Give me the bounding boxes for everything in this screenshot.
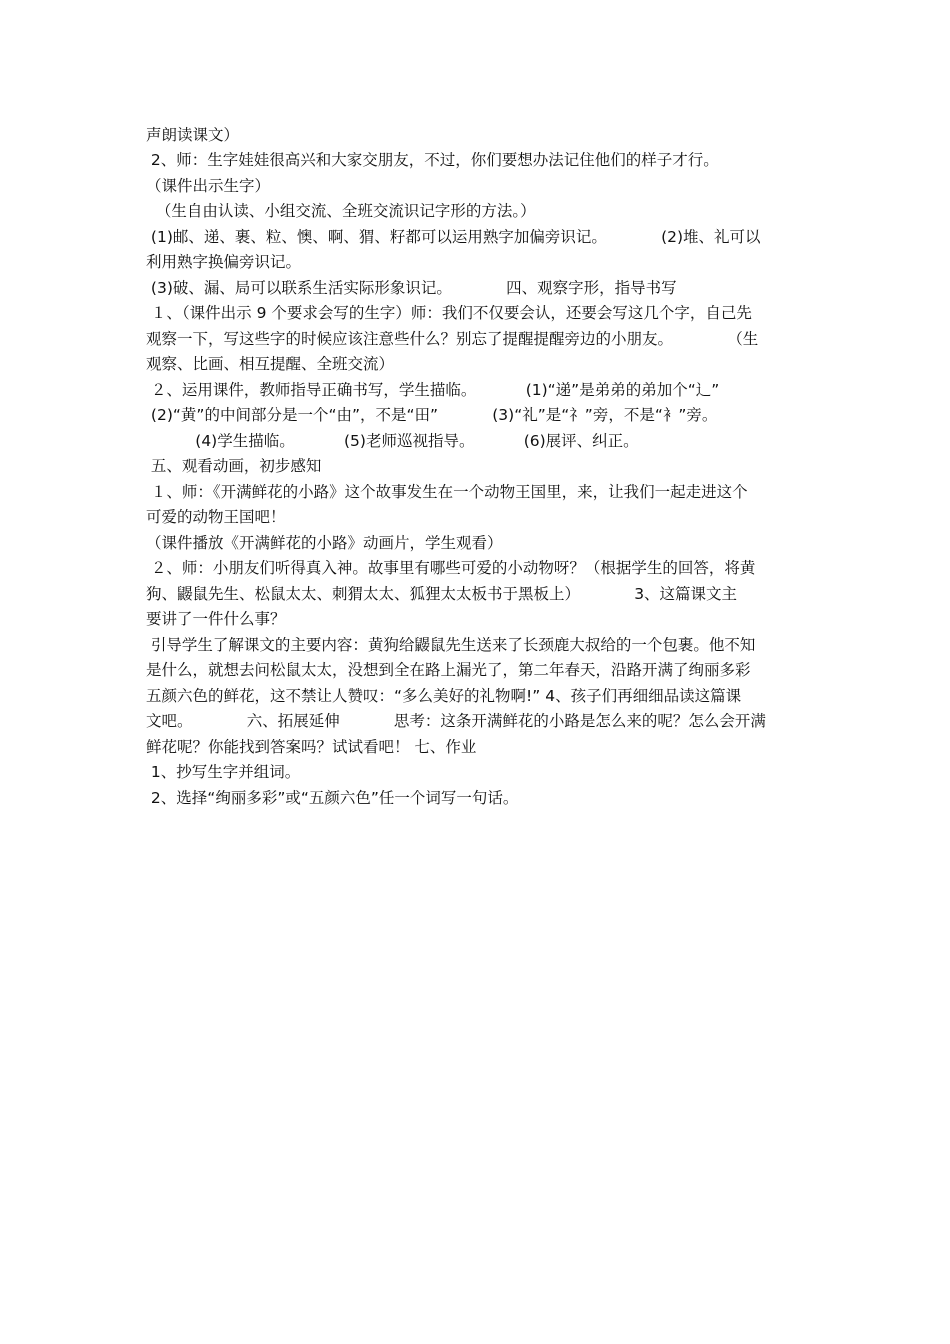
text-line: 文吧。 六、拓展延伸 思考：这条开满鲜花的小路是怎么来的呢？怎么会开满 — [146, 712, 766, 730]
text-line: 可爱的动物王国吧！ — [146, 508, 286, 526]
text-line: 观察一下，写这些字的时候应该注意些什么？别忘了提醒提醒旁边的小朋友。 （生 — [146, 330, 759, 348]
text-line: （课件出示生字） — [146, 177, 271, 195]
text-line: 观察、比画、相互提醒、全班交流） — [146, 355, 395, 373]
text-line: 声朗读课文） — [146, 126, 240, 144]
text-line: 狗、鼹鼠先生、松鼠太太、刺猬太太、狐狸太太板书于黑板上） 3、这篇课文主 — [146, 585, 738, 603]
text-line: 引导学生了解课文的主要内容：黄狗给鼹鼠先生送来了长颈鹿大叔给的一个包裹。他不知 — [146, 636, 756, 654]
text-line: 利用熟字换偏旁识记。 — [146, 253, 302, 271]
text-line: 鲜花呢？你能找到答案吗？试试看吧！ 七、作业 — [146, 738, 477, 756]
text-line: 1、抄写生字并组词。 — [146, 763, 301, 781]
text-line: ２、运用课件，教师指导正确书写，学生描临。 (1)“递”是弟弟的弟加个“辶” — [146, 381, 720, 399]
text-line: (4)学生描临。 (5)老师巡视指导。 (6)展评、纠正。 — [146, 432, 639, 450]
text-line: 五、观看动画，初步感知 — [146, 457, 322, 475]
text-line: 是什么，就想去问松鼠太太，没想到全在路上漏光了，第二年春天，沿路开满了绚丽多彩 — [146, 661, 751, 679]
text-line: ２、师：小朋友们听得真入神。故事里有哪些可爱的小动物呀？（根据学生的回答，将黄 — [146, 559, 756, 577]
text-line: １、（课件出示 9 个要求会写的生字）师：我们不仅要会认，还要会写这几个字，自己先 — [146, 304, 752, 322]
text-line: (1)邮、递、裹、粒、懊、啊、猬、籽都可以运用熟字加偏旁识记。 (2)堆、礼可以 — [146, 228, 761, 246]
text-line: (2)“黄”的中间部分是一个“由”，不是“田” (3)“礼”是“礻”旁，不是“衤”旁。 — [146, 406, 718, 424]
text-line: 要讲了一件什么事？ — [146, 610, 286, 628]
text-line: 五颜六色的鲜花，这不禁让人赞叹：“多么美好的礼物啊!” 4、孩子们再细细品读这篇课 — [146, 687, 742, 705]
text-line: (3)破、漏、局可以联系生活实际形象识记。 四、观察字形，指导书写 — [146, 279, 677, 297]
text-line: １、师：《开满鲜花的小路》这个故事发生在一个动物王国里，来，让我们一起走进这个 — [146, 483, 748, 501]
text-line: 2、选择“绚丽多彩”或“五颜六色”任一个词写一句话。 — [146, 789, 519, 807]
text-line: （课件播放《开满鲜花的小路》动画片，学生观看） — [146, 534, 503, 552]
text-line: 2、师：生字娃娃很高兴和大家交朋友，不过，你们要想办法记住他们的样子才行。 — [146, 151, 719, 169]
text-line: （生自由认读、小组交流、全班交流识记字形的方法。） — [146, 202, 536, 220]
